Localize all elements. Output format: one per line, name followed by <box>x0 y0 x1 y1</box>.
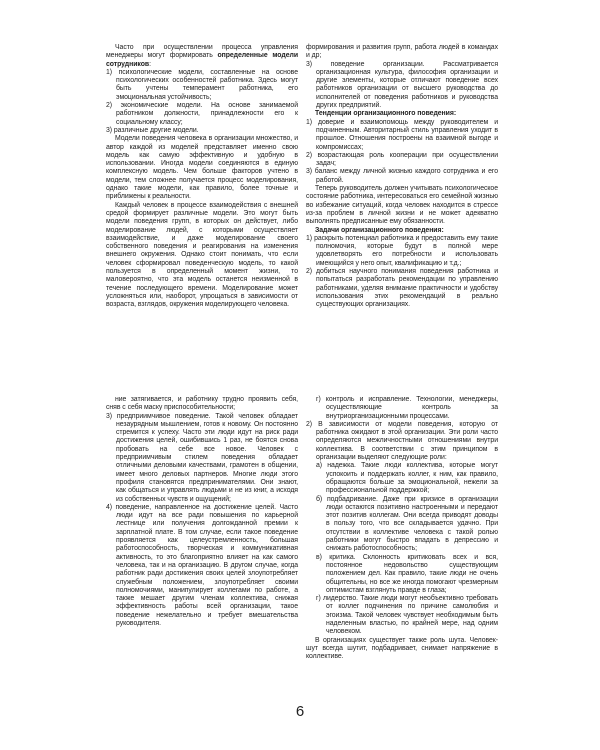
list-item: 1) доверие и взаимопомощь между руководителем и подчиненным. Авторитарный стиль управления уходит в прошлое. Отношения построены на взаимной выгоде и компромиссах; <box>306 118 498 151</box>
models-term: определенные модели сотрудников <box>106 52 298 68</box>
role-item: б) подбадривание. Даже при кризисе в организации люди остаются позитивно настроенными и передают этот позитив коллегам. Они всегда приводят доводы в пользу того, что все складывается удачно. При отсутствии в коллективе человека с такой ролью работники могут быстро впадать в депрессию и снижать работоспособность; <box>316 495 498 553</box>
paragraph: Модели поведения человека в организации множество, и автор каждой из моделей представляет именно свою модель как самую эффективную и удобную в использовании. Иногда модели соединяются в единую комплексную модель. Чем больше факторов учтено в модели, тем сложнее получается процесс моделирования, однако такие модели, как правило, более точные и приближены к реальности. <box>106 135 298 201</box>
page-number: 6 <box>295 703 305 720</box>
column-bottom-left <box>106 396 298 692</box>
role-item: г) лидерство. Такие люди могут необъективно требовать от коллег подчинения по причине самолюбия и эгоизма. Такой человек чувствует необходимым быть наделенным властью, по крайней мере, над одним человеком. <box>316 595 498 636</box>
column-top-right <box>306 44 498 309</box>
list-item: 3) предприимчивое поведение. Такой человек обладает незаурядным мышлением, готов к новому. Он постоянно стремится к успеху. Часто эти люди идут на риск ради достижения целей, ошибившись 1 раз, не боятся снова пробовать на себе все новое. Человек с предприимчивым стилем поведения обладает отличными деловыми качествами, грамотен в общении, имеет много деловых партнеров. Многие люди этого профиля становятся предпринимателями. Они знают, как общаться и управлять людьми и не из книг, а исходя из собственных чувств и ощущений; <box>106 412 298 503</box>
list-item: 4) поведение, направленное на достижение целей. Часто люди идут на все ради повышения по карьерной лестнице или получения долгожданной премии к зарплатной плате. В том случае, если такое поведение проявляется как целеустремленность, большая работоспособность, творческая и коммуникативная активность, то это благоприятно влияет на как самого человека, так и на организацию. В другом случае, когда работник ради достижения своих целей злоупотребляет служебным положением, злоупотребляет своими полномочиями, манипулирует коллегами по работе, а также мешает другим членам коллектива, снижая эффективность работы всей организации, такое поведение нежелательно и требует вмешательства руководителя. <box>106 503 298 628</box>
role-item: в) критика. Склонность критиковать всех и вся, постоянное недовольство существующим положением дел. Как правило, такие люди не очень общительны, но все же иногда помогают чрезмерным оптимистам взглянуть правде в глаза; <box>316 553 498 594</box>
list-item: 1) психологические модели, составленные на основе психологических особенностей работника. Здесь могут быть учтены темперамент работника, его эмоциональная устойчивость; <box>106 68 298 101</box>
role-item: а) надежка. Такие люди коллектива, которые могут успокоить и поддержать коллег, к ним, как правило, обращаются больше за эмоциональной, нежели за профессиональной поддержкой; <box>316 462 498 495</box>
paragraph: В организациях существует также роль шута. Человек-шут всегда шутит, подбадривает, снимает напряжение в коллективе. <box>306 636 498 661</box>
list-item: 3) баланс между личной жизнью каждого сотрудника и его работой. <box>306 168 498 184</box>
list-item: 3) поведение организации. Рассматривается организационная культура, философия организации и другие элементы, которые отличают поведение всех работников организации от высшего руководства до исполнителей от поведения работников и руководства других предприятий. <box>306 60 498 110</box>
list-item: 2) экономические модели. На основе занимаемой работником должности, принадлежности его к социальному классу; <box>106 102 298 126</box>
paragraph: Теперь руководитель должен учитывать психологическое состояние работника, интересоваться его семейной жизнью во избежание ситуаций, когда человек находится в стрессе из-за проблем в личной жизни и не может адекватно выполнять предписанные ему обязанности. <box>306 185 498 226</box>
tendency-heading: Тенденции организационного поведения: <box>315 110 457 118</box>
list-item: 2) В зависимости от модели поведения, которую от работника ожидают в этой организации. Эти роли часто определяются межличностными отношениями внутри коллектива. В соответствии с этим принципом в организации выделяют следующие роли: <box>306 420 498 462</box>
column-bottom-right <box>306 396 498 692</box>
list-item: 2) добиться научного понимания поведения работника и попытаться разработать рекомендации по управлению работниками, уделяя внимание практичности и удобству использования этих рекомендаций в реально существующих организациях. <box>306 268 498 309</box>
list-item: 1) раскрыть потенциал работника и предоставить ему такие полномочия, которые будут в полной мере удовлетворять его потребности и использовать имеющийся у него опыт, квалификацию и т.д.; <box>306 234 498 267</box>
list-item: 3) различные другие модели. <box>106 126 199 134</box>
column-top-left <box>106 44 298 309</box>
list-item: 2) возрастающая роль кооперации при осуществлении задач; <box>306 151 498 168</box>
paragraph: Каждый человек в процессе взаимодействия с внешней средой формирует различные модели. Это могут быть модели поведения групп, в которых он действует, либо моделирование людей, с которыми осуществляет взаимодействие, и даже моделирование своего собственного поведения и реагирования на изменения внешнего окружения. Однако стоит понимать, что если человек сформировал поведенческую модель, то какой пользуется в определенный момент жизни, то маловероятно, что эта модель останется неизменной в течение последующего времени. Моделирование может усложняться или, наоборот, упрощаться в зависимости от возраста, взглядов, окружения моделирующего человека. <box>106 201 298 309</box>
tasks-heading: Задачи организационного поведения: <box>315 226 444 234</box>
paragraph: ние затягивается, и работнику трудно проявить себя, сняв с себя маску приспособительности; <box>106 396 298 412</box>
list-item: г) контроль и исправление. Технологии, менеджеры, осуществляющие контроль за внутриорганизационными процессами. <box>316 396 498 420</box>
paragraph: формирования и развития групп, работа людей в командах и др; <box>306 44 498 60</box>
intro-paragraph: Часто при осуществлении процесса управления менеджеры могут формировать определенные модели сотрудников: <box>106 44 298 68</box>
